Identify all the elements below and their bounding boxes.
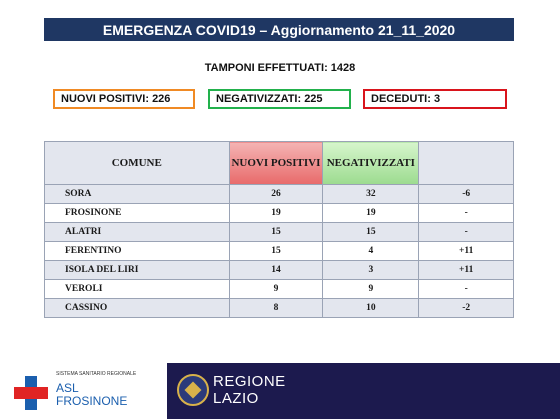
cell-negativizzati: 4 xyxy=(323,242,419,261)
cell-nuovi-positivi: 14 xyxy=(229,261,323,280)
table-row xyxy=(45,261,514,280)
cell-negativizzati: 32 xyxy=(323,185,419,204)
cell-nuovi-positivi: 15 xyxy=(229,223,323,242)
cell-delta: -2 xyxy=(419,299,514,318)
regione-emblem-icon xyxy=(177,374,209,406)
asl-frosinone-logo xyxy=(14,370,164,415)
cell-delta: -6 xyxy=(419,185,514,204)
table-header-row xyxy=(45,142,514,185)
header-delta xyxy=(419,142,514,185)
cell-delta: - xyxy=(419,204,514,223)
cell-delta: +11 xyxy=(419,242,514,261)
header-nuovi-positivi: NUOVI POSITIVI xyxy=(229,142,323,185)
cell-nuovi-positivi: 19 xyxy=(229,204,323,223)
nuovi-positivi-box: NUOVI POSITIVI: 226 xyxy=(53,89,195,109)
regione-lazio-banner xyxy=(167,363,560,419)
regione-line1: REGIONE xyxy=(213,373,286,390)
page-title: EMERGENZA COVID19 – Aggiornamento 21_11_2020 xyxy=(44,18,514,41)
medical-cross-icon xyxy=(14,376,48,410)
asl-name xyxy=(56,382,127,408)
regione-line2: LAZIO xyxy=(213,390,259,407)
asl-name-line2: FROSINONE xyxy=(56,394,128,408)
cell-nuovi-positivi: 8 xyxy=(229,299,323,318)
table-row xyxy=(45,204,514,223)
cell-negativizzati: 19 xyxy=(323,204,419,223)
table-row xyxy=(45,242,514,261)
cell-delta: - xyxy=(419,223,514,242)
asl-name-line1: ASL xyxy=(56,381,79,395)
header-negativizzati: NEGATIVIZZATI xyxy=(323,142,419,185)
negativizzati-box: NEGATIVIZZATI: 225 xyxy=(208,89,351,109)
asl-subtitle: SISTEMA SANITARIO REGIONALE xyxy=(56,371,137,377)
header-comune: COMUNE xyxy=(45,142,230,185)
cell-comune: VEROLI xyxy=(45,280,230,299)
deceduti-box: DECEDUTI: 3 xyxy=(363,89,507,109)
cell-comune: SORA xyxy=(45,185,230,204)
cell-comune: ISOLA DEL LIRI xyxy=(45,261,230,280)
cell-delta: +11 xyxy=(419,261,514,280)
cell-nuovi-positivi: 26 xyxy=(229,185,323,204)
table-row xyxy=(45,280,514,299)
cell-negativizzati: 10 xyxy=(323,299,419,318)
cell-comune: FERENTINO xyxy=(45,242,230,261)
cell-nuovi-positivi: 15 xyxy=(229,242,323,261)
table-row xyxy=(45,299,514,318)
cell-comune: ALATRI xyxy=(45,223,230,242)
cell-nuovi-positivi: 9 xyxy=(229,280,323,299)
cell-comune: CASSINO xyxy=(45,299,230,318)
table-row xyxy=(45,185,514,204)
cell-delta: - xyxy=(419,280,514,299)
cell-negativizzati: 15 xyxy=(323,223,419,242)
cell-negativizzati: 3 xyxy=(323,261,419,280)
cell-negativizzati: 9 xyxy=(323,280,419,299)
cell-comune: FROSINONE xyxy=(45,204,230,223)
tamponi-count: TAMPONI EFFETTUATI: 1428 xyxy=(204,62,356,74)
comuni-table xyxy=(44,141,514,318)
table-row xyxy=(45,223,514,242)
